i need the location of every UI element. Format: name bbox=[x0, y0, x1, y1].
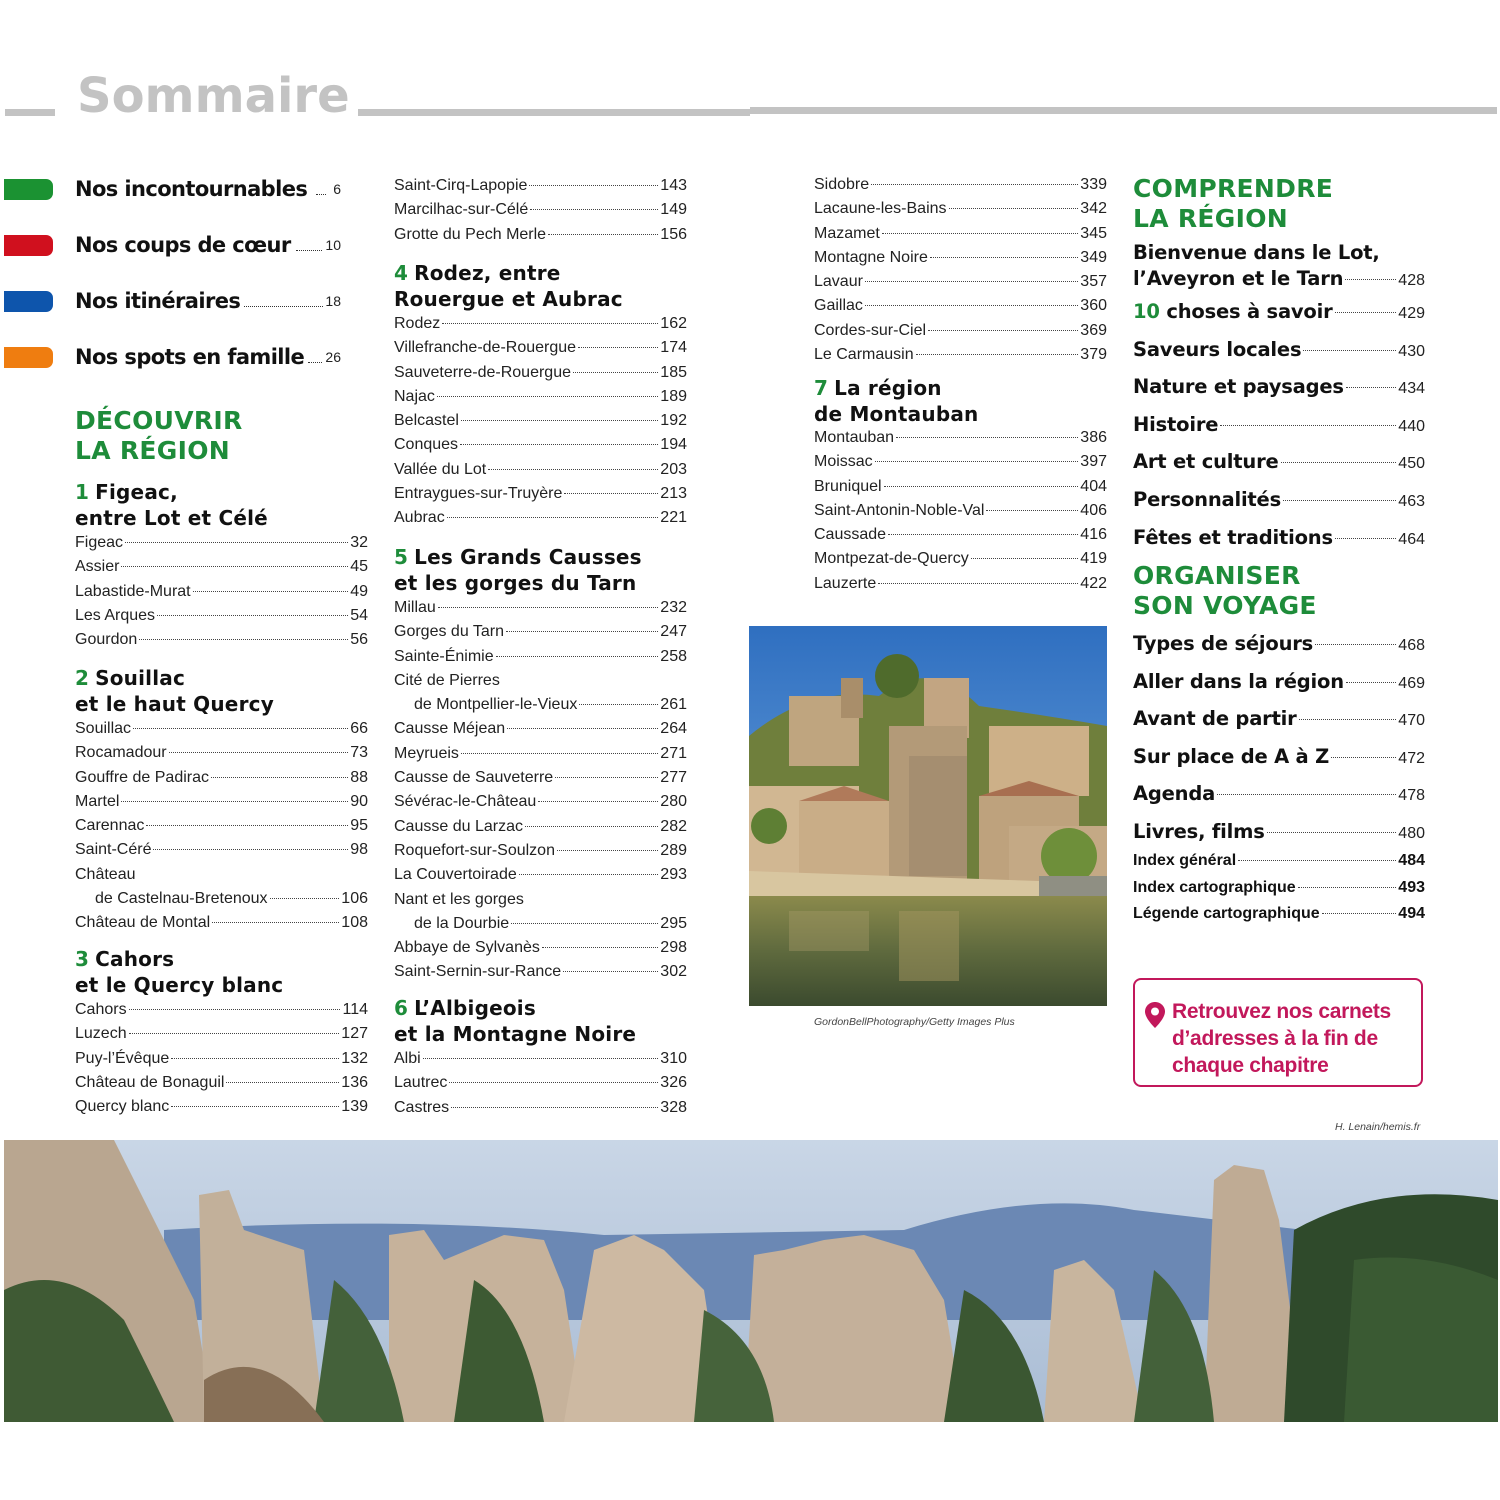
chapter-6-entries-part2 bbox=[814, 173, 1107, 367]
heading-line: ORGANISER bbox=[1133, 561, 1301, 590]
toc-entry[interactable]: Château de Bonaguil 136 bbox=[75, 1073, 368, 1091]
section-heading-comprendre bbox=[1133, 174, 1333, 234]
toc-entry[interactable]: Agenda 478 bbox=[1133, 782, 1425, 806]
chapter-heading-5[interactable] bbox=[394, 544, 642, 596]
toc-entry-multiline[interactable]: Cité de Pierres de Montpellier-le-Vieux 261 bbox=[394, 671, 687, 714]
photo-credit: GordonBellPhotography/Getty Images Plus bbox=[814, 1016, 1015, 1028]
toc-entry[interactable]: Conques 194 bbox=[394, 436, 687, 454]
chapter-heading-1[interactable] bbox=[75, 479, 268, 531]
chapter-title: Cahors bbox=[95, 947, 175, 971]
featured-item-itineraires[interactable] bbox=[0, 286, 345, 316]
featured-page: 6 bbox=[333, 181, 341, 197]
toc-entry[interactable]: Sur place de A à Z 472 bbox=[1133, 744, 1425, 768]
toc-entry[interactable]: Aubrac 221 bbox=[394, 509, 687, 527]
comprendre-entries bbox=[1133, 240, 1425, 557]
toc-entry[interactable]: Montauban 386 bbox=[814, 429, 1107, 446]
chapter-title: Les Grands Causses bbox=[414, 545, 642, 569]
toc-entry[interactable]: Index cartographique 493 bbox=[1133, 878, 1425, 896]
chapter-number: 7 bbox=[814, 376, 829, 400]
toc-entry[interactable]: Assier 45 bbox=[75, 558, 368, 576]
callout-text: Retrouvez nos carnets d’adresses à la fin de chaque chapitre bbox=[1172, 1000, 1391, 1077]
toc-entry[interactable]: Vallée du Lot 203 bbox=[394, 460, 687, 478]
page-title: Sommaire bbox=[77, 68, 350, 124]
toc-entry[interactable]: Abbaye de Sylvanès 298 bbox=[394, 939, 687, 957]
chapter-number: 4 bbox=[394, 261, 409, 285]
toc-entry[interactable]: Château de Montal 108 bbox=[75, 914, 368, 932]
chapter-title: La région bbox=[834, 376, 942, 400]
toc-entry[interactable]: La Couvertoirade 293 bbox=[394, 866, 687, 884]
chapter-title: et le Quercy blanc bbox=[75, 973, 284, 997]
leader-dots bbox=[308, 362, 322, 363]
toc-entry-multiline[interactable]: Château de Castelnau-Bretenoux 106 bbox=[75, 865, 368, 908]
toc-entry[interactable]: Martel 90 bbox=[75, 792, 368, 810]
toc-entry[interactable]: Sauveterre-de-Rouergue 185 bbox=[394, 363, 687, 381]
toc-entry[interactable]: Causse du Larzac 282 bbox=[394, 817, 687, 835]
toc-entry[interactable]: Saint-Sernin-sur-Rance 302 bbox=[394, 963, 687, 981]
chapter-number: 6 bbox=[394, 996, 409, 1020]
toc-entry[interactable]: Sidobre 339 bbox=[814, 176, 1107, 193]
featured-item-spots-en-famille[interactable] bbox=[0, 342, 345, 372]
toc-entry[interactable]: Albi 310 bbox=[394, 1050, 687, 1067]
toc-entry[interactable]: Gaillac 360 bbox=[814, 297, 1107, 315]
toc-entry[interactable]: Lavaur 357 bbox=[814, 273, 1107, 291]
toc-entry[interactable]: Causse de Sauveterre 277 bbox=[394, 769, 687, 787]
featured-item-incontournables[interactable] bbox=[0, 174, 345, 204]
chapter-number: 2 bbox=[75, 666, 90, 690]
chapter-title: Rouergue et Aubrac bbox=[394, 287, 623, 311]
header-rule-right bbox=[358, 109, 750, 116]
toc-entry[interactable]: Art et culture 450 bbox=[1133, 450, 1425, 474]
chapter-title: Souillac bbox=[95, 666, 186, 690]
heading-line: COMPRENDRE bbox=[1133, 174, 1334, 203]
toc-entry[interactable]: Montpezat-de-Quercy 419 bbox=[814, 550, 1107, 568]
chapter-title: entre Lot et Célé bbox=[75, 506, 268, 530]
toc-entry[interactable]: Gourdon 56 bbox=[75, 631, 368, 649]
toc-entry[interactable]: Najac 189 bbox=[394, 387, 687, 405]
toc-entry[interactable]: 10 choses à savoir 429 bbox=[1133, 300, 1425, 323]
section-heading-decouvrir bbox=[75, 406, 243, 466]
green-tab-icon bbox=[4, 179, 53, 200]
chapter-title: et la Montagne Noire bbox=[394, 1022, 637, 1046]
toc-entry[interactable]: Aller dans la région 469 bbox=[1133, 669, 1425, 693]
toc-entry[interactable]: Livres, films 480 bbox=[1133, 819, 1425, 843]
featured-label: Nos coups de cœur bbox=[75, 233, 291, 257]
chapter-number: 3 bbox=[75, 947, 90, 971]
section-heading-organiser bbox=[1133, 561, 1317, 621]
panorama-photo bbox=[4, 1140, 1498, 1422]
toc-entry[interactable]: Gorges du Tarn 247 bbox=[394, 623, 687, 641]
toc-entry[interactable]: Causse Méjean 264 bbox=[394, 720, 687, 738]
toc-entry[interactable]: Moissac 397 bbox=[814, 453, 1107, 471]
toc-entry[interactable]: Gouffre de Padirac 88 bbox=[75, 768, 368, 786]
toc-entry[interactable]: Saveurs locales 430 bbox=[1133, 337, 1425, 361]
featured-page: 10 bbox=[325, 237, 341, 253]
leader-dots bbox=[316, 194, 326, 195]
toc-entry[interactable]: Rodez 162 bbox=[394, 315, 687, 332]
chapter-heading-6[interactable] bbox=[394, 995, 636, 1047]
blue-tab-icon bbox=[4, 291, 53, 312]
red-tab-icon bbox=[4, 235, 53, 256]
toc-entry[interactable]: Montagne Noire 349 bbox=[814, 248, 1107, 266]
toc-entry[interactable]: Rocamadour 73 bbox=[75, 744, 368, 762]
village-photo bbox=[749, 626, 1107, 1006]
featured-label: Nos spots en famille bbox=[75, 345, 305, 369]
chapter-number: 1 bbox=[75, 480, 90, 504]
header-rule-right-ext bbox=[750, 107, 1497, 114]
toc-entry[interactable]: Sainte-Énimie 258 bbox=[394, 647, 687, 665]
toc-entry-multiline[interactable]: Bienvenue dans le Lot, l’Aveyron et le Tarn 428 bbox=[1133, 241, 1425, 290]
toc-entry[interactable]: Sévérac-le-Château 280 bbox=[394, 793, 687, 811]
toc-entry[interactable]: Lauzerte 422 bbox=[814, 574, 1107, 592]
toc-entry[interactable]: Marcilhac-sur-Célé 149 bbox=[394, 201, 687, 219]
toc-entry[interactable]: Index général 484 bbox=[1133, 852, 1425, 869]
index-entries bbox=[1133, 848, 1425, 928]
chapter-2-entries bbox=[75, 717, 368, 936]
photo-credit: H. Lenain/hemis.fr bbox=[1335, 1121, 1421, 1133]
address-book-callout bbox=[1133, 978, 1423, 1087]
toc-entry[interactable]: Grotte du Pech Merle 156 bbox=[394, 225, 687, 243]
toc-entry[interactable]: Saint-Céré 98 bbox=[75, 841, 368, 859]
featured-label: Nos itinéraires bbox=[75, 289, 241, 313]
chapter-heading-7[interactable] bbox=[814, 375, 978, 427]
toc-entry[interactable]: Nature et paysages 434 bbox=[1133, 375, 1425, 399]
chapter-title: et les gorges du Tarn bbox=[394, 571, 637, 595]
heading-line: LA RÉGION bbox=[1133, 204, 1289, 233]
chapter-1-entries bbox=[75, 531, 368, 652]
toc-entry[interactable]: Figeac 32 bbox=[75, 534, 368, 551]
chapter-6-entries-part1 bbox=[394, 1047, 687, 1120]
chapter-heading-4[interactable] bbox=[394, 260, 623, 312]
toc-entry[interactable]: Cordes-sur-Ciel 369 bbox=[814, 321, 1107, 339]
leader-dots bbox=[244, 306, 323, 307]
toc-entry[interactable]: Lautrec 326 bbox=[394, 1074, 687, 1092]
toc-entry[interactable]: Fêtes et traditions 464 bbox=[1133, 525, 1425, 549]
chapter-title: Rodez, entre bbox=[414, 261, 561, 285]
orange-tab-icon bbox=[4, 347, 53, 368]
toc-entry[interactable]: Quercy blanc 139 bbox=[75, 1098, 368, 1116]
toc-entry[interactable]: Roquefort-sur-Soulzon 289 bbox=[394, 841, 687, 859]
toc-entry[interactable]: Luzech 127 bbox=[75, 1025, 368, 1043]
chapter-7-entries bbox=[814, 426, 1107, 596]
toc-entry[interactable]: Carennac 95 bbox=[75, 817, 368, 835]
toc-entry[interactable]: Histoire 440 bbox=[1133, 412, 1425, 436]
map-pin-icon bbox=[1145, 1002, 1165, 1033]
featured-label: Nos incontournables bbox=[75, 177, 308, 201]
toc-entry[interactable]: Cahors 114 bbox=[75, 1001, 368, 1018]
featured-page: 18 bbox=[325, 293, 341, 309]
heading-line: DÉCOUVRIR bbox=[75, 406, 243, 435]
toc-entry[interactable]: Souillac 66 bbox=[75, 720, 368, 737]
chapter-5-entries bbox=[394, 596, 687, 985]
toc-entry[interactable]: Personnalités 463 bbox=[1133, 487, 1425, 511]
chapter-title: et le haut Quercy bbox=[75, 692, 274, 716]
chapter-title: L’Albigeois bbox=[414, 996, 536, 1020]
featured-page: 26 bbox=[325, 349, 341, 365]
heading-line: LA RÉGION bbox=[75, 436, 231, 465]
organiser-entries bbox=[1133, 626, 1425, 852]
toc-entry[interactable]: Lacaune-les-Bains 342 bbox=[814, 200, 1107, 218]
chapter-3-entries-part1 bbox=[75, 998, 368, 1119]
chapter-title: Figeac, bbox=[95, 480, 178, 504]
toc-entry[interactable]: Avant de partir 470 bbox=[1133, 707, 1425, 731]
toc-entry[interactable]: Millau 232 bbox=[394, 599, 687, 616]
toc-entry[interactable]: Les Arques 54 bbox=[75, 606, 368, 624]
toc-entry[interactable]: Labastide-Murat 49 bbox=[75, 582, 368, 600]
toc-entry[interactable]: Castres 328 bbox=[394, 1098, 687, 1116]
chapter-heading-2[interactable] bbox=[75, 665, 274, 717]
chapter-heading-3[interactable] bbox=[75, 946, 283, 998]
chapter-number: 5 bbox=[394, 545, 409, 569]
toc-entry-multiline[interactable]: Nant et les gorges de la Dourbie 295 bbox=[394, 890, 687, 932]
toc-entry[interactable]: Bruniquel 404 bbox=[814, 477, 1107, 495]
chapter-3-entries-part2 bbox=[394, 174, 687, 247]
toc-entry[interactable]: Villefranche-de-Rouergue 174 bbox=[394, 339, 687, 357]
toc-entry[interactable]: Saint-Cirq-Lapopie 143 bbox=[394, 177, 687, 194]
featured-item-coups-de-coeur[interactable] bbox=[0, 230, 345, 260]
toc-entry[interactable]: Meyrueis 271 bbox=[394, 744, 687, 762]
chapter-4-entries bbox=[394, 312, 687, 531]
toc-entry[interactable]: Entraygues-sur-Truyère 213 bbox=[394, 485, 687, 503]
heading-line: SON VOYAGE bbox=[1133, 591, 1317, 620]
toc-entry[interactable]: Puy-l’Évêque 132 bbox=[75, 1049, 368, 1067]
toc-entry[interactable]: Saint-Antonin-Noble-Val 406 bbox=[814, 501, 1107, 519]
toc-entry[interactable]: Belcastel 192 bbox=[394, 412, 687, 430]
header-rule-left bbox=[5, 109, 55, 116]
toc-entry[interactable]: Mazamet 345 bbox=[814, 224, 1107, 242]
toc-entry[interactable]: Le Carmausin 379 bbox=[814, 346, 1107, 364]
chapter-title: de Montauban bbox=[814, 402, 979, 426]
toc-entry[interactable]: Types de séjours 468 bbox=[1133, 632, 1425, 655]
toc-entry[interactable]: Caussade 416 bbox=[814, 526, 1107, 544]
toc-entry[interactable]: Légende cartographique 494 bbox=[1133, 905, 1425, 923]
leader-dots bbox=[296, 250, 322, 251]
